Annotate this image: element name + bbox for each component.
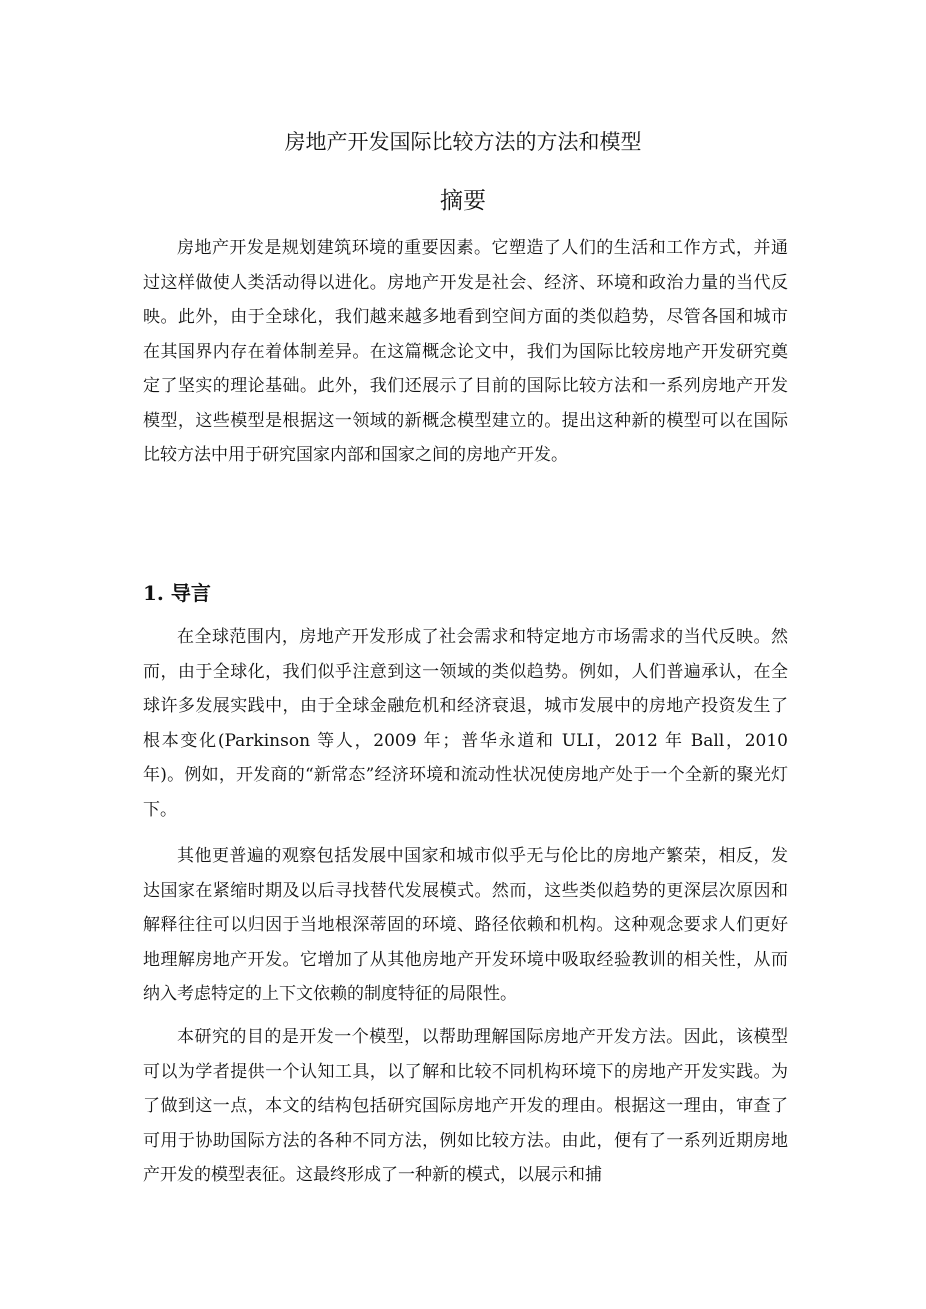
intro-paragraph-3: 本研究的目的是开发一个模型，以帮助理解国际房地产开发方法。因此，该模型可以为学者提供一个认知工具，以了解和比较不同机构环境下的房地产开发实践。为了做到这一点，本文的结构包括研究国际房地产开发的理由。根据这一理由，审查了可用于协助国际方法的各种不同方法，例如比较方法。由此，便有了一系列近期房地产开发的模型表征。这最终形成了一种新的模式，以展示和捕 [143, 1027, 788, 1185]
document-title: 房地产开发国际比较方法的方法和模型 [284, 130, 642, 154]
abstract-paragraph: 房地产开发是规划建筑环境的重要因素。它塑造了人们的生活和工作方式，并通过这样做使人类活动得以进化。房地产开发是社会、经济、环境和政治力量的当代反映。此外，由于全球化，我们越来越多地看到空间方面的类似趋势，尽管各国和城市在其国界内存在着体制差异。在这篇概念论文中，我们为国际比较房地产开发研究奠定了坚实的理论基础。此外，我们还展示了目前的国际比较方法和一系列房地产开发模型，这些模型是根据这一领域的新概念模型建立的。提出这种新的模型可以在国际比较方法中用于研究国家内部和国家之间的房地产开发。 [143, 238, 788, 465]
section-heading-introduction: 1. 导言 [143, 581, 211, 605]
intro-paragraph-2: 其他更普遍的观察包括发展中国家和城市似乎无与伦比的房地产繁荣，相反，发达国家在紧缩时期及以后寻找替代发展模式。然而，这些类似趋势的更深层次原因和解释往往可以归因于当地根深蒂固的环境、路径依赖和机构。这种观念要求人们更好地理解房地产开发。它增加了从其他房地产开发环境中吸取经验教训的相关性，从而纳入考虑特定的上下文依赖的制度特征的局限性。 [143, 846, 788, 1004]
intro-paragraph-1: 在全球范围内，房地产开发形成了社会需求和特定地方市场需求的当代反映。然而，由于全球化，我们似乎注意到这一领域的类似趋势。例如，人们普遍承认，在全球许多发展实践中，由于全球金融危机和经济衰退，城市发展中的房地产投资发生了根本变化(Parkinson 等人，2009 年；普华永道和 ULI，2012 年 Ball，2010 年)。例如，开发商的“新常态”经济环境和流动性状况使房地产处于一个全新的聚光灯下。 [143, 627, 788, 820]
abstract-heading: 摘要 [440, 188, 486, 214]
